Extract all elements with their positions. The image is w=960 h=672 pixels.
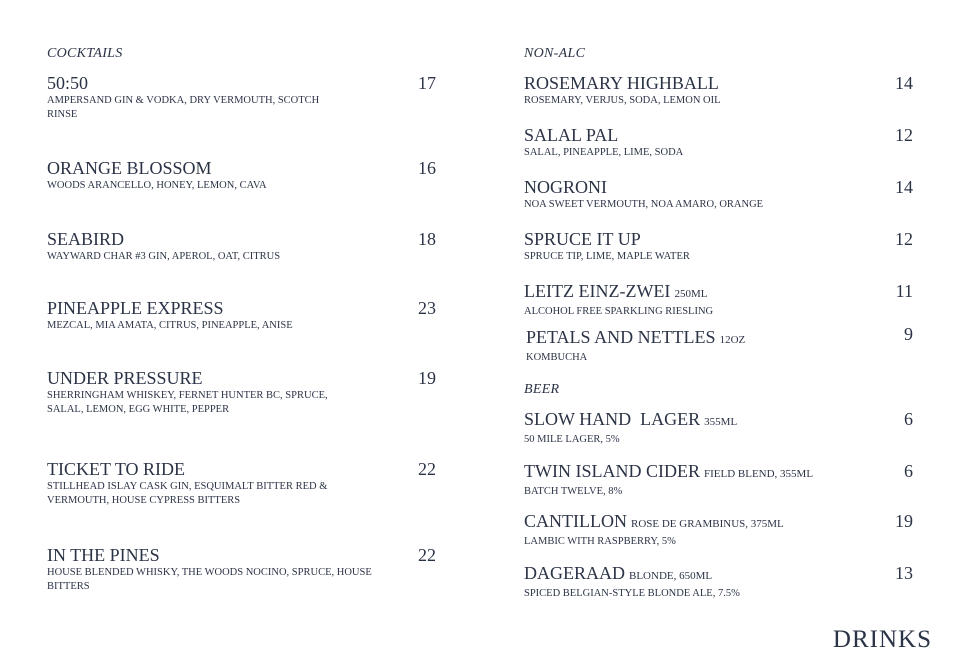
item-name-text: LEITZ EINZ-ZWEI	[524, 281, 671, 301]
menu-item-pineapple-express	[47, 298, 387, 333]
item-name	[524, 511, 869, 534]
item-price: 16	[418, 158, 436, 178]
item-size: 355ML	[704, 416, 738, 428]
menu-item-spruce-it-up	[524, 229, 854, 264]
item-description: 50 MILE LAGER, 5%	[524, 434, 620, 445]
cocktails-heading: COCKTAILS	[47, 46, 123, 61]
item-price: 13	[895, 563, 913, 583]
item-price: 14	[895, 177, 913, 197]
item-size: FIELD BLEND, 355ML	[703, 468, 814, 480]
item-name: UNDER PRESSURE	[47, 368, 203, 388]
item-description: STILLHEAD ISLAY CASK GIN, ESQUIMALT BITTER RED & VERMOUTH, HOUSE CYPRESS BITTERS	[47, 481, 328, 506]
item-price: 6	[904, 409, 913, 429]
menu-item-dageraad	[524, 563, 869, 601]
menu-item-slow-hand-lager	[524, 409, 864, 447]
item-description: MEZCAL, MIA AMATA, CITRUS, PINEAPPLE, ANISE	[47, 320, 293, 331]
menu-item-rosemary-highball	[524, 73, 854, 108]
item-description: WOODS ARANCELLO, HONEY, LEMON, CAVA	[47, 180, 267, 191]
item-name	[524, 177, 854, 197]
item-price: 14	[895, 73, 913, 93]
item-name-text: SPRUCE IT UP	[524, 229, 641, 249]
item-description: AMPERSAND GIN & VODKA, DRY VERMOUTH, SCOTCH RINSE	[47, 95, 320, 120]
item-price: 22	[418, 545, 436, 565]
item-name: PINEAPPLE EXPRESS	[47, 298, 224, 318]
item-price: 12	[895, 125, 913, 145]
item-description: SHERRINGHAM WHISKEY, FERNET HUNTER BC, SPRUCE, SALAL, LEMON, EGG WHITE, PEPPER	[47, 390, 328, 415]
item-description: SPICED BELGIAN-STYLE BLONDE ALE, 7.5%	[524, 588, 740, 599]
item-name-text: NOGRONI	[524, 177, 607, 197]
item-name-text: ROSEMARY HIGHBALL	[524, 73, 719, 93]
menu-item-petals-and-nettles	[526, 327, 866, 365]
drinks-page-title: DRINKS	[832, 626, 932, 653]
item-price: 9	[904, 324, 913, 344]
item-description: SALAL, PINEAPPLE, LIME, SODA	[524, 147, 684, 158]
item-name-text: TWIN ISLAND CIDER	[524, 461, 700, 481]
item-price: 11	[895, 281, 913, 301]
item-size: 12OZ	[719, 334, 746, 346]
item-price: 17	[418, 73, 436, 93]
item-name: SEABIRD	[47, 229, 125, 249]
item-name: TICKET TO RIDE	[47, 459, 185, 479]
item-description: ROSEMARY, VERJUS, SODA, LEMON OIL	[524, 95, 721, 106]
beer-heading: BEER	[524, 382, 560, 397]
menu-item-ticket-to-ride	[47, 459, 387, 508]
item-name-text: SALAL PAL	[524, 125, 619, 145]
item-description: NOA SWEET VERMOUTH, NOA AMARO, ORANGE	[524, 199, 764, 210]
item-description: WAYWARD CHAR #3 GIN, APEROL, OAT, CITRUS	[47, 251, 281, 262]
item-name-text: PETALS AND NETTLES	[526, 327, 716, 347]
item-size: 250ML	[674, 288, 708, 300]
item-name	[524, 409, 864, 432]
item-name: 50:50	[47, 73, 89, 93]
item-price: 23	[418, 298, 436, 318]
item-name-text: CANTILLON	[524, 511, 627, 531]
item-price: 12	[895, 229, 913, 249]
menu-item-nogroni	[524, 177, 854, 212]
item-price: 6	[904, 461, 913, 481]
item-name	[524, 229, 854, 249]
item-size: ROSE DE GRAMBINUS, 375ML	[630, 518, 784, 530]
item-description: BATCH TWELVE, 8%	[524, 486, 623, 497]
item-name	[524, 125, 854, 145]
menu-item-leitz-einz-zwei	[524, 281, 864, 319]
item-price: 19	[895, 511, 913, 531]
item-description: ALCOHOL FREE SPARKLING RIESLING	[524, 306, 714, 317]
item-name-text: SLOW HAND LAGER	[524, 409, 701, 429]
item-size: BLONDE, 650ML	[629, 570, 713, 582]
item-name	[524, 563, 869, 586]
item-name	[524, 73, 854, 93]
menu-item-cantillon	[524, 511, 869, 549]
item-description: LAMBIC WITH RASPBERRY, 5%	[524, 536, 676, 547]
item-name	[524, 281, 864, 304]
item-name	[524, 461, 869, 484]
item-price: 19	[418, 368, 436, 388]
item-price: 18	[418, 229, 436, 249]
menu-item-50-50	[47, 73, 327, 122]
menu-item-under-pressure	[47, 368, 347, 417]
menu-item-seabird	[47, 229, 387, 264]
item-name	[526, 327, 866, 350]
menu-item-salal-pal	[524, 125, 854, 160]
item-name: IN THE PINES	[47, 545, 160, 565]
item-name: ORANGE BLOSSOM	[47, 158, 212, 178]
menu-item-in-the-pines	[47, 545, 397, 594]
item-description: HOUSE BLENDED WHISKY, THE WOODS NOCINO, SPRUCE, HOUSE BITTERS	[47, 567, 372, 592]
nonalc-heading: NON-ALC	[524, 46, 586, 61]
menu-item-orange-blossom	[47, 158, 387, 193]
item-price: 22	[418, 459, 436, 479]
item-name-text: DAGERAAD	[524, 563, 625, 583]
item-description: SPRUCE TIP, LIME, MAPLE WATER	[524, 251, 690, 262]
item-description: KOMBUCHA	[526, 352, 588, 363]
menu-item-twin-island-cider	[524, 461, 869, 499]
